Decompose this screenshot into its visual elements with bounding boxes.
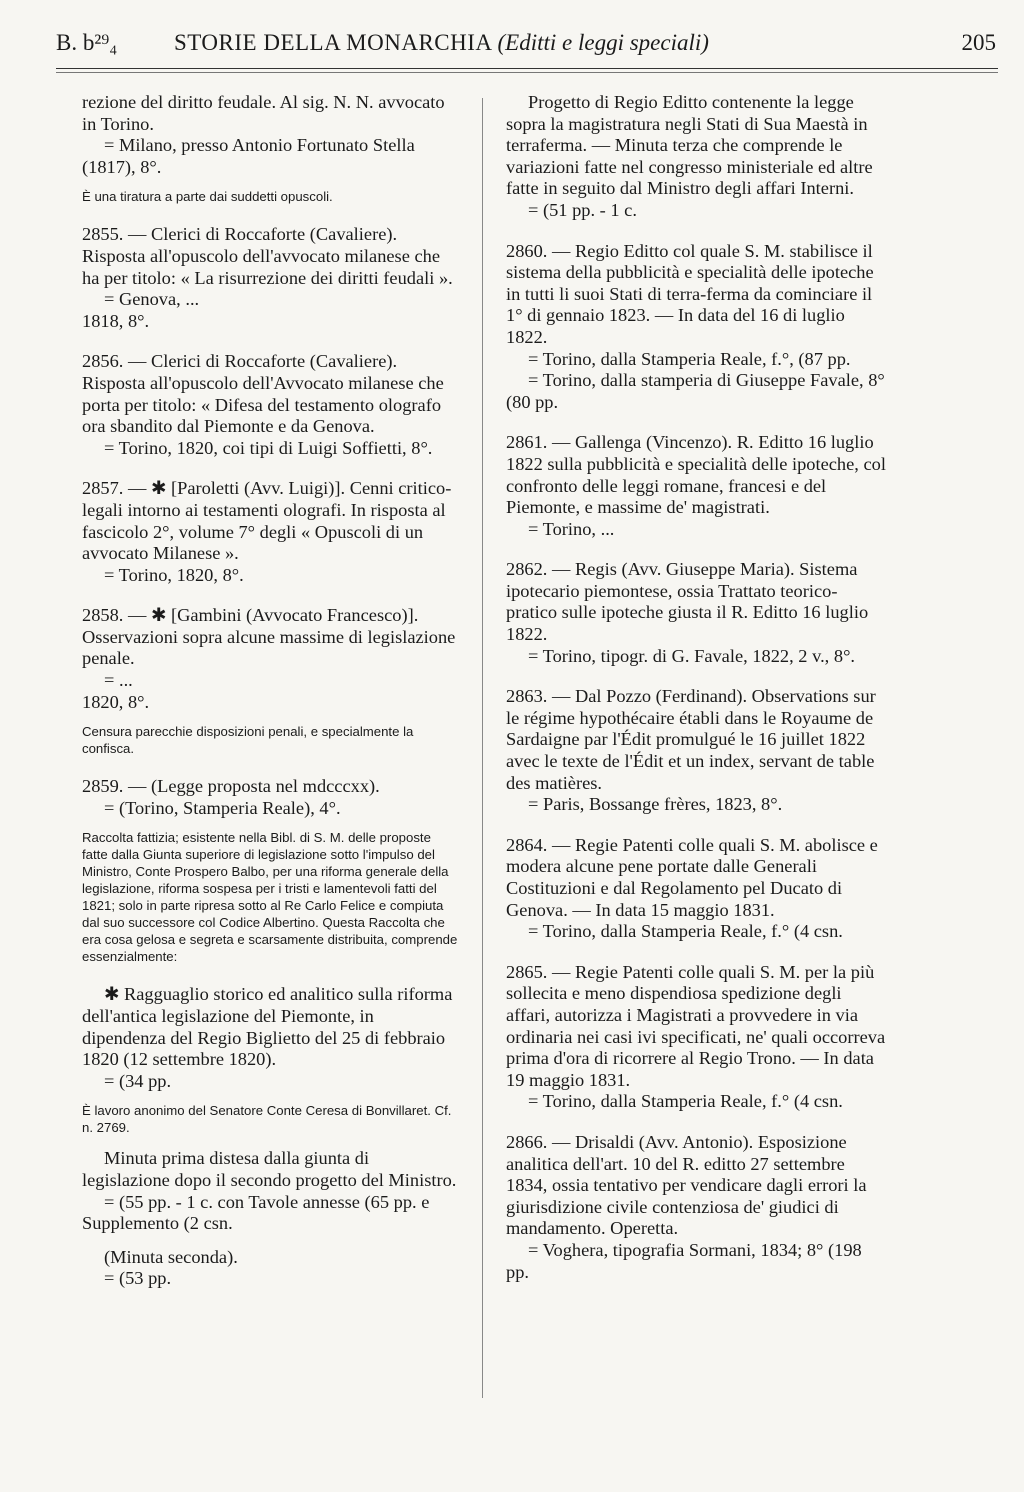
entry-2865: 2865. — Regie Patenti colle quali S. M. per la più sollecita e meno dispendiosa spedizione degli affari, autorizza i Magistrati a provvedere in via ordinaria nei casi ivi specificati, ne' quali occorreva prima d'ora di ricorrere al Regio Trono. — In data 19 maggio 1831.: [506, 961, 886, 1090]
running-title-sub: (Editti e leggi speciali): [497, 30, 709, 55]
imprint: = Milano, presso Antonio Fortunato Stella (1817), 8°.: [82, 135, 415, 177]
signature-mark: B. b²⁹₄: [56, 30, 118, 55]
running-title-main: STORIE DELLA MONARCHIA: [174, 30, 492, 55]
imprint: = Torino, dalla Stamperia Reale, f.° (4 csn.: [528, 1091, 843, 1112]
entry-minuta-seconda: (Minuta seconda).: [104, 1246, 238, 1267]
imprint: = (51 pp. - 1 c.: [528, 199, 637, 220]
imprint: = Torino, dalla stamperia di Giuseppe Favale, 8° (80 pp.: [506, 370, 885, 412]
imprint-date: 1820, 8°.: [82, 691, 150, 712]
entry-note: Censura parecchie disposizioni penali, e specialmente la confisca.: [82, 724, 414, 757]
imprint: = Torino, 1820, 8°.: [104, 564, 244, 585]
entry-2859: 2859. — (Legge proposta nel mdcccxx).: [82, 776, 380, 797]
column-divider: [482, 98, 483, 1398]
header-rule: [56, 68, 998, 69]
imprint: = (55 pp. - 1 c. con Tavole annesse (65 pp. e Supplemento (2 csn.: [82, 1191, 430, 1234]
right-column: [506, 92, 888, 1283]
entry-note: È una tiratura a parte dai suddetti opuscoli.: [82, 189, 333, 205]
entry-2856: 2856. — Clerici di Roccaforte (Cavaliere). Risposta all'opuscolo dell'Avvocato milanese che porta per titolo: « Difesa del testamento olografo ora sbandito dal Piemonte e da Genova.: [82, 351, 444, 437]
entry-2863: 2863. — Dal Pozzo (Ferdinand). Observations sur le régime hypothécaire établi dans le Royaume de Sardaigne par l'Édit promulgué le 16 juillet 1822 avec le texte de l'Édit et un index, servant de table des matières.: [506, 686, 876, 793]
entry-2858: 2858. — ✱ [Gambini (Avvocato Francesco)]. Osservazioni sopra alcune massime di legislazione penale.: [82, 605, 456, 669]
imprint: = Torino, dalla Stamperia Reale, f.° (4 csn.: [528, 921, 843, 942]
entry-text: rezione del diritto feudale. Al sig. N. N. avvocato in Torino.: [82, 92, 445, 134]
imprint-date: 1818, 8°.: [82, 310, 150, 331]
running-header: [56, 30, 996, 64]
entry-2862: 2862. — Regis (Avv. Giuseppe Maria). Sistema ipotecario piemontese, ossia Trattato teorico-pratico sulle ipoteche giusta il R. Editto 16 luglio 1822.: [506, 559, 869, 645]
imprint: = (53 pp.: [104, 1268, 172, 1289]
imprint: = (Torino, Stamperia Reale), 4°.: [104, 797, 341, 818]
entry-note: È lavoro anonimo del Senatore Conte Ceresa di Bonvillaret. Cf. n. 2769.: [82, 1103, 452, 1136]
page-number: 205: [961, 30, 996, 55]
imprint: = Torino, dalla Stamperia Reale, f.°, (87 pp.: [528, 348, 851, 369]
entry-progetto: Progetto di Regio Editto contenente la legge sopra la magistratura negli Stati di Sua Maestà in terraferma. — Minuta terza che comprende le variazioni fatte nel congresso ministeriale ed altre fatte in seguito dal Ministro degli affari Interni.: [506, 92, 873, 199]
imprint: = (34 pp.: [104, 1070, 172, 1091]
entry-2866: 2866. — Drisaldi (Avv. Antonio). Esposizione analitica dell'art. 10 del R. editto 27 settembre 1834, ossia tentativo per vendicare dagli errori la giurisdizione civile contenziosa de' giudici di mandamento. Operetta.: [506, 1131, 867, 1239]
imprint: = ...: [104, 670, 133, 691]
imprint: = Paris, Bossange frères, 1823, 8°.: [528, 794, 783, 815]
entry-2861: 2861. — Gallenga (Vincenzo). R. Editto 16 luglio 1822 sulla pubblicità e specialità delle ipoteche, col confronto delle leggi romane, francesi e del Piemonte, e massime de' magistrati.: [506, 432, 886, 518]
entry-2857: 2857. — ✱ [Paroletti (Avv. Luigi)]. Cenni critico-legali intorno ai testamenti olografi. In risposta al fascicolo 2°, volume 7° degli « Opuscoli di un avvocato Milanese ».: [82, 478, 452, 564]
entry-minuta-prima: Minuta prima distesa dalla giunta di legislazione dopo il secondo progetto del Ministro.: [82, 1148, 457, 1190]
entry-2860: 2860. — Regio Editto col quale S. M. stabilisce il sistema della pubblicità e specialità delle ipoteche in tutti li suoi Stati di terra-ferma da cominciare il 1° di gennaio 1823. — In data del 16 di luglio 1822.: [506, 240, 874, 347]
entry-note: Raccolta fattizia; esistente nella Bibl. di S. M. delle proposte fatte dalla Giunta superiore di legislazione sotto l'impulso del Ministro, Conte Prospero Balbo, per una riforma generale della legislazione, riforma sospesa per i tristi e lamentevoli fatti del 1821; solo in parte ripresa sotto al Re Carlo Felice e compiuta dal suo successore col Codice Albertino. Questa Raccolta che era cosa gelosa e segreta e scarsamente distribuita, comprende essenzialmente:: [82, 830, 458, 965]
imprint: = Genova, ...: [104, 289, 200, 310]
running-title: [174, 30, 709, 56]
header-rule-thin: [56, 72, 998, 73]
entry-2855: 2855. — Clerici di Roccaforte (Cavaliere). Risposta all'opuscolo dell'avvocato milanese che ha per titolo: « La risurrezione dei diritti feudali ».: [82, 224, 453, 288]
left-column: [82, 92, 460, 1290]
imprint: = Torino, ...: [528, 518, 615, 539]
entry-2864: 2864. — Regie Patenti colle quali S. M. abolisce e modera alcune pene portate dalle Generali Costituzioni e dal Regolamento pel Ducato di Genova. — In data 15 maggio 1831.: [506, 834, 878, 920]
imprint: = Torino, 1820, coi tipi di Luigi Soffietti, 8°.: [104, 437, 433, 458]
entry-ragguaglio: ✱ Ragguaglio storico ed analitico sulla riforma dell'antica legislazione del Piemonte, in dipendenza del Regio Biglietto del 25 di febbraio 1820 (12 settembre 1820).: [82, 984, 453, 1070]
imprint: = Voghera, tipografia Sormani, 1834; 8° (198 pp.: [506, 1239, 862, 1282]
imprint: = Torino, tipogr. di G. Favale, 1822, 2 v., 8°.: [528, 645, 856, 666]
